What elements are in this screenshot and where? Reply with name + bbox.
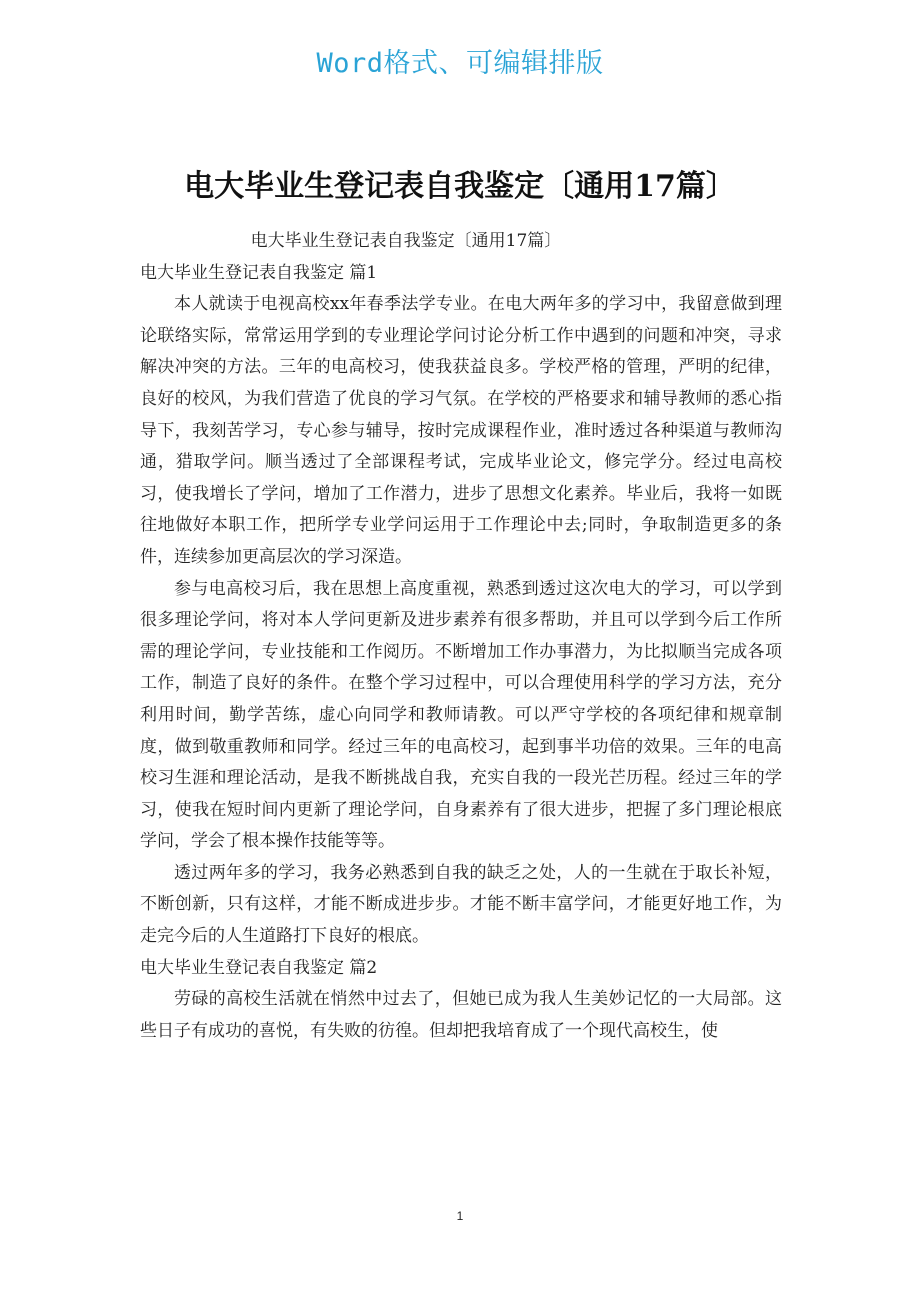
document-title: 电大毕业生登记表自我鉴定〔通用17篇〕 [184,169,736,205]
paragraph: 本人就读于电视高校xx年春季法学专业。在电大两年多的学习中，我留意做到理论联络实际，常常运用学到的专业理论学问讨论分析工作中遇到的问题和冲突，寻求解决冲突的方法。三年的电高校习，使我获益良多。学校严格的管理，严明的纪律，良好的校风，为我们营造了优良的学习气氛。在学校的严格要求和辅导教师的悉心指导下，我刻苦学习，专心参与辅导，按时完成课程作业，准时透过各种渠道与教师沟通，猎取学问。顺当透过了全部课程考试，完成毕业论文，修完学分。经过电高校习，使我增长了学问，增加了工作潜力，进步了思想文化素养。毕业后，我将一如既往地做好本职工作，把所学专业学问运用于工作理论中去;同时，争取制造更多的条件，连续参加更高层次的学习深造。 [140,294,782,567]
section-2 [140,953,782,1048]
document-subtitle: 电大毕业生登记表自我鉴定〔通用17篇〕 [250,231,562,251]
paragraph: 参与电高校习后，我在思想上高度重视，熟悉到透过这次电大的学习，可以学到很多理论学问，将对本人学问更新及进步素养有很多帮助，并且可以学到今后工作所需的理论学问，专业技能和工作阅历。不断增加工作办事潜力，为比拟顺当完成各项工作，制造了良好的条件。在整个学习过程中，可以合理使用科学的学习方法，充分利用时间，勤学苦练，虚心向同学和教师请教。可以严守学校的各项纪律和规章制度，做到敬重教师和同学。经过三年的电高校习，起到事半功倍的效果。三年的电高校习生涯和理论活动，是我不断挑战自我，充实自我的一段光芒历程。经过三年的学习，使我在短时间内更新了理论学问，自身素养有了很大进步，把握了多门理论根底学问，学会了根本操作技能等等。 [140,578,782,852]
page-number: 1 [456,1209,464,1223]
section-heading: 电大毕业生登记表自我鉴定 篇1 [140,262,378,283]
paragraph: 劳碌的高校生活就在悄然中过去了，但她已成为我人生美妙记忆的一大局部。这些日子有成功的喜悦，有失败的彷徨。但却把我培育成了一个现代高校生，使 [140,989,782,1041]
section-1 [140,258,782,953]
document-body [140,226,782,1047]
watermark-header: Word格式、可编辑排版 [316,48,604,79]
section-heading: 电大毕业生登记表自我鉴定 篇2 [140,957,378,978]
paragraph: 透过两年多的学习，我务必熟悉到自我的缺乏之处，人的一生就在于取长补短，不断创新，只有这样，才能不断成进步步。才能不断丰富学问，才能更好地工作，为走完今后的人生道路打下良好的根底。 [140,862,782,947]
